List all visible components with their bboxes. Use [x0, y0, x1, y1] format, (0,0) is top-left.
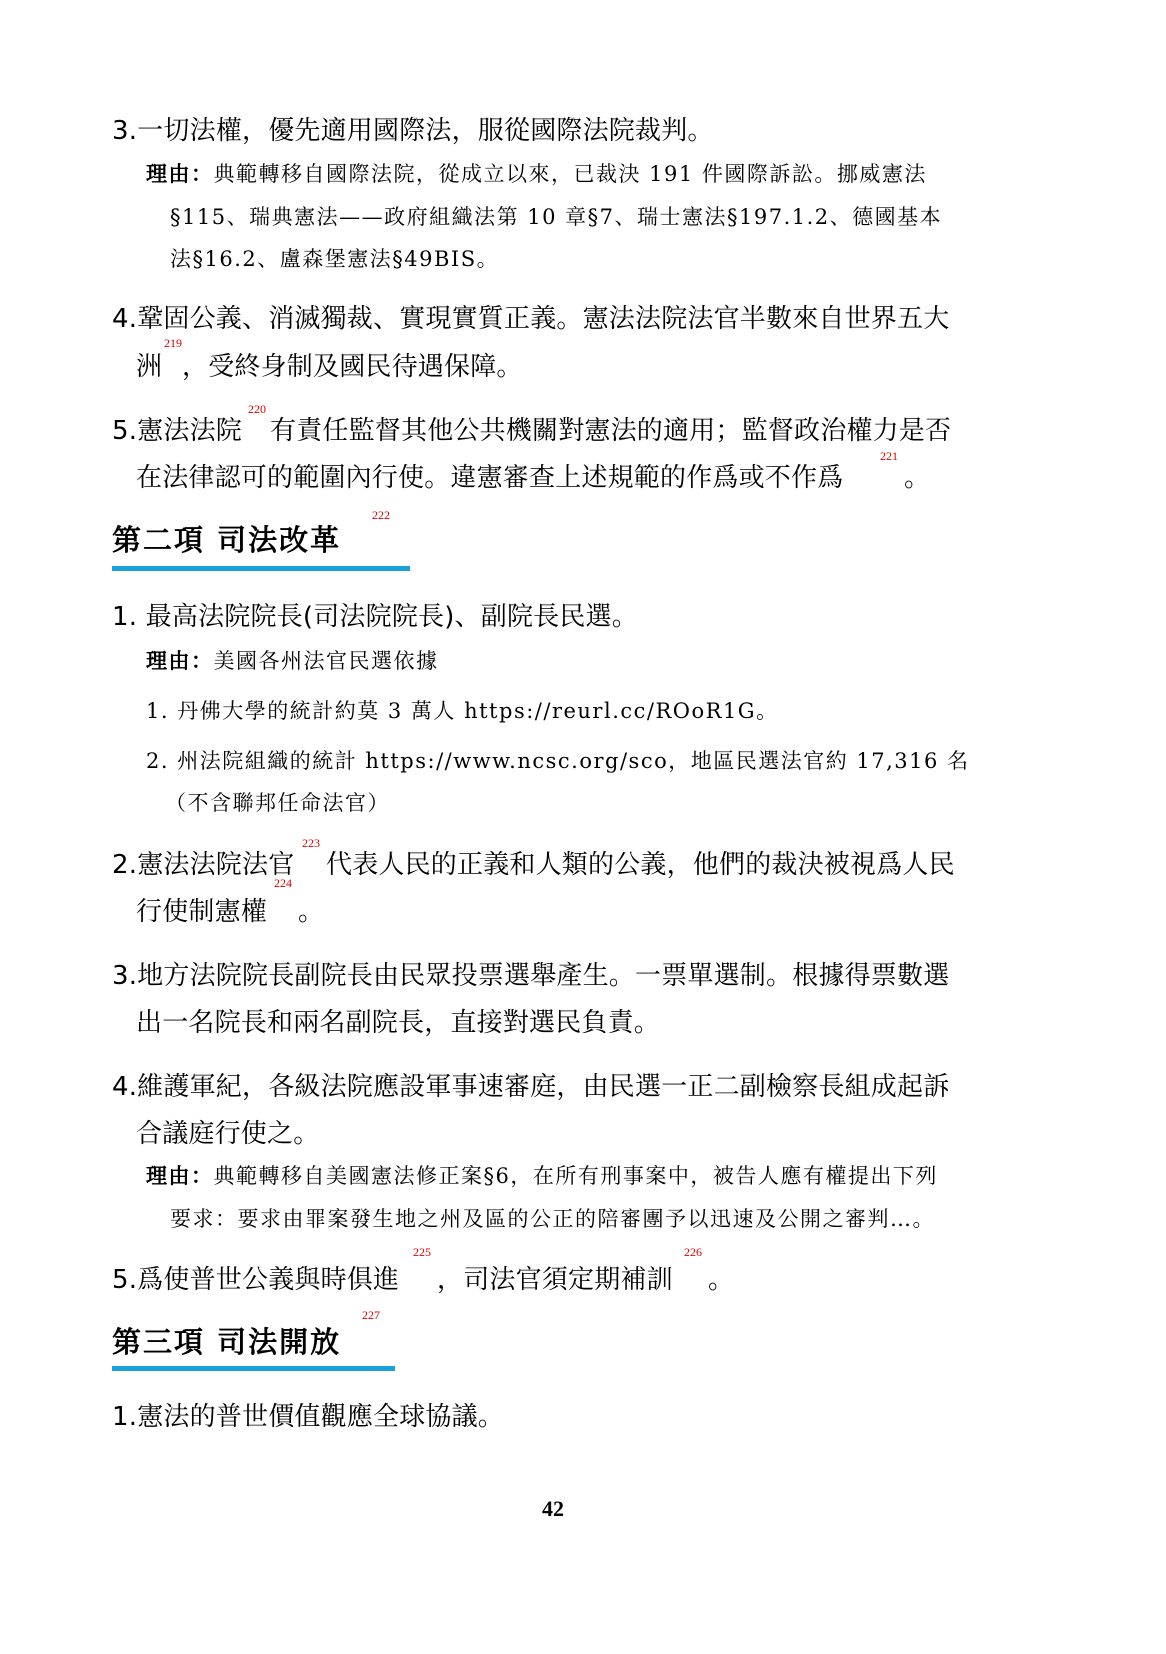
footnote-marker-219[interactable]: 219	[164, 336, 182, 350]
item-5-line-2a: 在法律認可的範圍內行使。違憲審查上述規範的作爲或不作爲	[136, 463, 844, 493]
reform-item-2-line-2b: 。	[298, 897, 325, 927]
item-5-line-1b: 有責任監督其他公共機關對憲法的適用；監督政治權力是否	[270, 416, 952, 446]
reason-2-text: 美國各州法官民選依據	[213, 649, 439, 673]
reform-item-5-part-3: 。	[708, 1265, 735, 1295]
reason-2-sub-2-line-1: 2. 州法院組織的統計 https://www.ncsc.org/sco，地區民選法官約 17,316 名	[146, 749, 970, 773]
reason-2-sub-2-line-2: （不含聯邦任命法官）	[165, 791, 390, 815]
item-4-line-2b: ，受終身制及國民待遇保障。	[182, 352, 523, 382]
reason-1-line-1	[146, 158, 927, 188]
reform-item-4-line-1: 4.維護軍紀，各級法院應設軍事速審庭，由民選一正二副檢察長組成起訴	[112, 1072, 950, 1102]
footnote-marker-226[interactable]: 226	[684, 1245, 702, 1259]
section-heading-judicial-openness: 第三項 司法開放	[112, 1325, 342, 1359]
reform-item-2-line-2a: 行使制憲權	[136, 897, 268, 927]
reform-item-2-line-1a: 2.憲法法院法官	[112, 850, 295, 880]
section-heading-judicial-reform: 第二項 司法改革	[112, 523, 342, 557]
reason-2-sub-1: 1. 丹佛大學的統計約莫 3 萬人 https://reurl.cc/ROoR1G。	[146, 699, 779, 723]
footnote-marker-223[interactable]: 223	[302, 836, 320, 850]
footnote-marker-222[interactable]: 222	[372, 508, 390, 522]
reason-label: 理由：	[146, 161, 214, 186]
reason-1-line-3: 法§16.2、盧森堡憲法§49BIS。	[170, 247, 500, 271]
item-4-line-1: 4.鞏固公義、消滅獨裁、實現實質正義。憲法法院法官半數來自世界五大	[112, 304, 950, 334]
reform-item-3-line-1: 3.地方法院院長副院長由民眾投票選舉產生。一票單選制。根據得票數選	[112, 961, 950, 991]
reason-3-text: 典範轉移自美國憲法修正案§6，在所有刑事案中，被告人應有權提出下列	[213, 1164, 938, 1188]
reason-1-line-2: §115、瑞典憲法——政府組織法第 10 章§7、瑞士憲法§197.1.2、德國基本	[170, 205, 943, 229]
reform-item-2-line-1b: 代表人民的正義和人類的公義，他們的裁決被視爲人民	[326, 850, 955, 880]
reform-item-4-line-2: 合議庭行使之。	[136, 1119, 320, 1149]
reform-item-5-part-2: ，司法官須定期補訓	[437, 1265, 673, 1295]
footnote-marker-220[interactable]: 220	[248, 402, 266, 416]
item-5-line-2b: 。	[904, 463, 931, 493]
footnote-marker-221[interactable]: 221	[880, 449, 898, 463]
reason-3-line-1	[146, 1160, 938, 1190]
reform-item-5-part-1: 5.爲使普世公義與時俱進	[112, 1265, 400, 1295]
reason-label: 理由：	[146, 1163, 214, 1188]
footnote-marker-225[interactable]: 225	[413, 1245, 431, 1259]
item-5-line-1a: 5.憲法法院	[112, 416, 243, 446]
footnote-marker-227[interactable]: 227	[362, 1308, 380, 1322]
reason-3-line-2: 要求：要求由罪案發生地之州及區的公正的陪審團予以迅速及公開之審判…。	[170, 1207, 935, 1231]
reason-2-line-1	[146, 645, 439, 675]
reason-1-text: 典範轉移自國際法院，從成立以來，已裁決 191 件國際訴訟。挪威憲法	[213, 162, 927, 186]
reform-item-1-line-1: 1. 最高法院院長(司法院院長)、副院長民選。	[112, 602, 638, 632]
openness-item-1: 1.憲法的普世價值觀應全球協議。	[112, 1402, 505, 1432]
item-4-line-2a: 洲	[136, 352, 163, 382]
page-number: 42	[542, 1496, 564, 1521]
footnote-marker-224[interactable]: 224	[274, 876, 292, 890]
heading-underline	[112, 566, 410, 571]
heading-underline	[112, 1366, 395, 1371]
reform-item-3-line-2: 出一名院長和兩名副院長，直接對選民負責。	[136, 1008, 661, 1038]
reason-label: 理由：	[146, 648, 214, 673]
item-3-line-1: 3.一切法權，優先適用國際法，服從國際法院裁判。	[112, 116, 714, 146]
